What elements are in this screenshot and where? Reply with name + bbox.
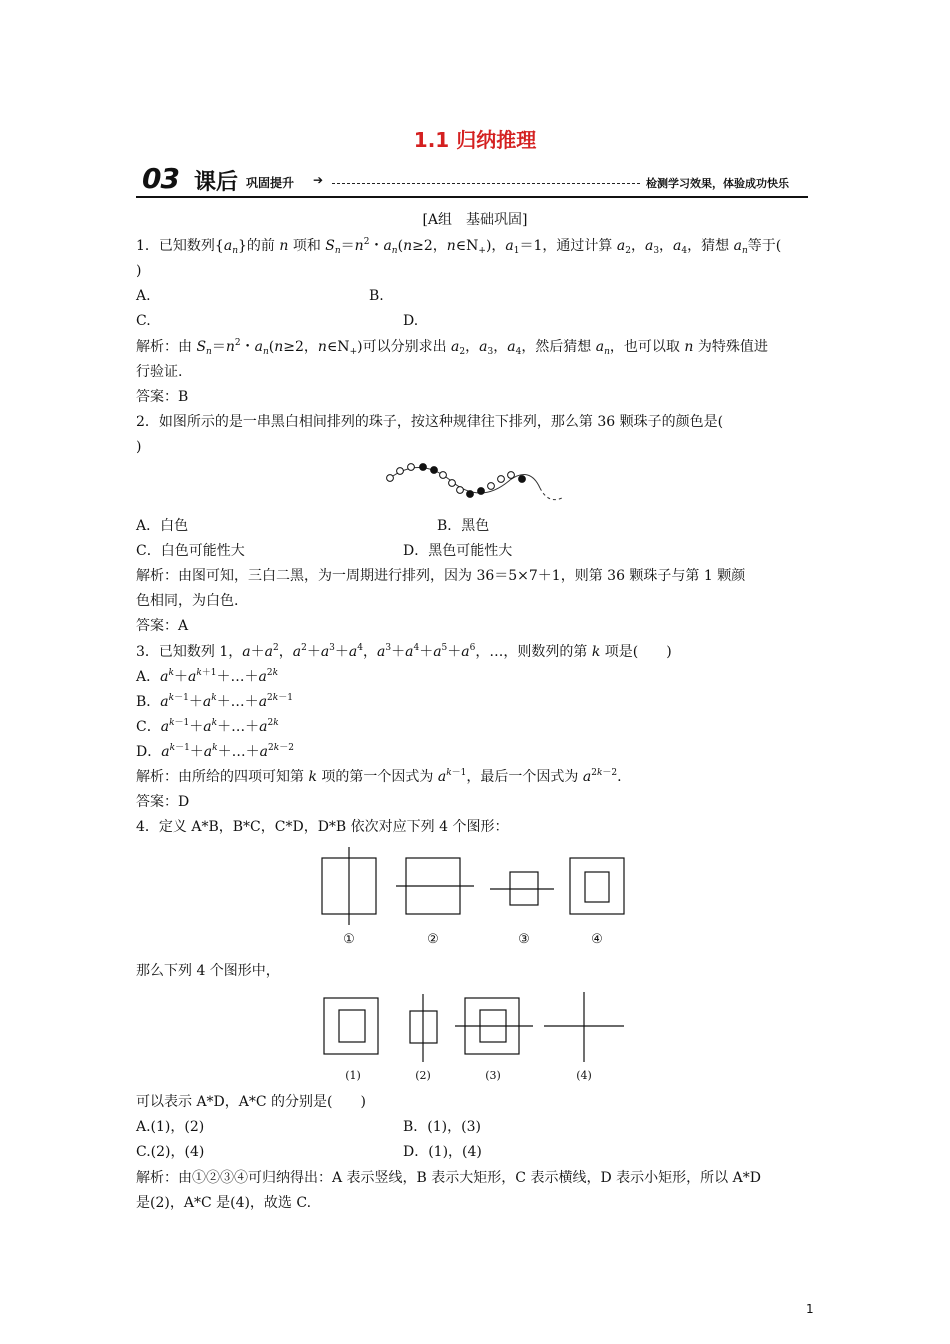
group-label: [A组 基础巩固] — [422, 212, 528, 228]
q1-stem: 1．已知数列$\{a_n\}$的前 n 项和 $S_n=n^2$・$a_n(n\ge 2$，$n\in N_+$)，$a_1=1$，通过计算 $a_2$，$a_3$，$a_4$，猜想 $a_n$等于( — [136, 237, 782, 256]
fig2-label-3: (3) — [485, 1069, 501, 1082]
q4-mid-text: 那么下列 4 个图形中， — [136, 963, 280, 979]
q1-analysis-line2: 行验证. — [136, 364, 183, 380]
banner-heading: 课后 — [194, 170, 239, 195]
fig1-label-4: ④ — [591, 932, 603, 947]
q4-option-b: B．(1)，(3) — [403, 1119, 481, 1135]
q1-analysis: 解析：由 $S_n=n^2$・$a_n(n\ge 2$，$n\in N_+$)可以分别求出 $a_2$，$a_3$，$a_4$，然后猜想 $a_n$，也可以取 n 为特殊值进 — [136, 338, 768, 357]
q2-option-d: D．黑色可能性大 — [403, 543, 513, 559]
q1-option-a: A. — [136, 288, 151, 304]
q1-stem-close: ) — [136, 263, 142, 279]
q3-analysis: 解析：由所给的四项可知第 k 项的第一个因式为 $a^{k-1}$，最后一个因式为 $a^{2k-2}$. — [136, 768, 622, 785]
fig2-label-4: (4) — [576, 1069, 592, 1082]
q2-analysis: 解析：由图可知，三白二黑，为一周期进行排列，因为 36＝5×7＋1，则第 36 颗珠子与第 1 颗颜 — [136, 568, 746, 584]
page-title: 1.1 归纳推理 — [413, 128, 537, 152]
circle-arrow-icon: ➔ — [313, 173, 324, 187]
q4-option-d: D．(1)，(4) — [403, 1144, 482, 1160]
q2-answer: 答案：A — [136, 618, 189, 634]
fig2-label-2: (2) — [415, 1069, 431, 1082]
q2-option-a: A．白色 — [136, 518, 189, 534]
page-number: 1 — [806, 1302, 814, 1316]
fig1-label-2: ② — [427, 932, 439, 947]
fig1-label-1: ① — [343, 932, 355, 947]
q3-stem: 3．已知数列 1，$a+a^2$，$a^2+a^3+a^4$，$a^3+a^4+a^5+a^6$，…，则数列的第 k 项是( ) — [136, 643, 672, 660]
q2-analysis-line2: 色相同，为白色. — [136, 593, 239, 609]
q3-option-a: A．$a^k+a^{k+1}+\dots+a^{2k}$ — [136, 668, 279, 685]
q3-answer: 答案：D — [136, 794, 190, 810]
section-banner — [136, 160, 808, 200]
q1-option-b: B. — [369, 288, 384, 304]
definition-figures — [300, 845, 650, 953]
q3-option-c: C．$a^{k-1}+a^k+\dots+a^{2k}$ — [136, 718, 279, 735]
banner-rule — [136, 196, 808, 198]
q1-option-c: C. — [136, 313, 151, 329]
q1-option-d: D. — [403, 313, 419, 329]
q3-option-d: D．$a^{k-1}+a^k+\dots+a^{2k-2}$ — [136, 743, 294, 760]
candidate-figures — [310, 990, 640, 1085]
banner-subheading: 巩固提升 — [246, 176, 295, 190]
q4-option-c: C.(2)，(4) — [136, 1144, 205, 1160]
q4-analysis-line2: 是(2)，A*C 是(4)，故选 C. — [136, 1195, 312, 1211]
q2-stem: 2．如图所示的是一串黑白相间排列的珠子，按这种规律往下排列，那么第 36 颗珠子的颜色是( — [136, 414, 724, 430]
q2-option-c: C．白色可能性大 — [136, 543, 245, 559]
banner-number: 03 — [142, 162, 179, 195]
dashed-divider — [332, 183, 640, 184]
banner-tagline: 检测学习效果，体验成功快乐 — [646, 177, 789, 190]
q4-analysis: 解析：由①②③④可归纳得出：A 表示竖线，B 表示大矩形，C 表示横线，D 表示小矩形，所以 A*D — [136, 1170, 761, 1186]
q3-option-b: B．$a^{k-1}+a^k+\dots+a^{2k-1}$ — [136, 693, 293, 710]
fig1-label-3: ③ — [518, 932, 530, 947]
fig2-label-1: (1) — [345, 1069, 361, 1082]
bead-string-figure — [380, 458, 570, 510]
q4-question: 可以表示 A*D，A*C 的分别是( ) — [136, 1094, 366, 1110]
q4-stem: 4．定义 A*B，B*C，C*D，D*B 依次对应下列 4 个图形： — [136, 819, 509, 835]
q2-stem-close: ) — [136, 439, 142, 455]
q2-option-b: B．黑色 — [437, 518, 490, 534]
q4-option-a: A.(1)，(2) — [136, 1119, 205, 1135]
q1-answer: 答案：B — [136, 389, 189, 405]
